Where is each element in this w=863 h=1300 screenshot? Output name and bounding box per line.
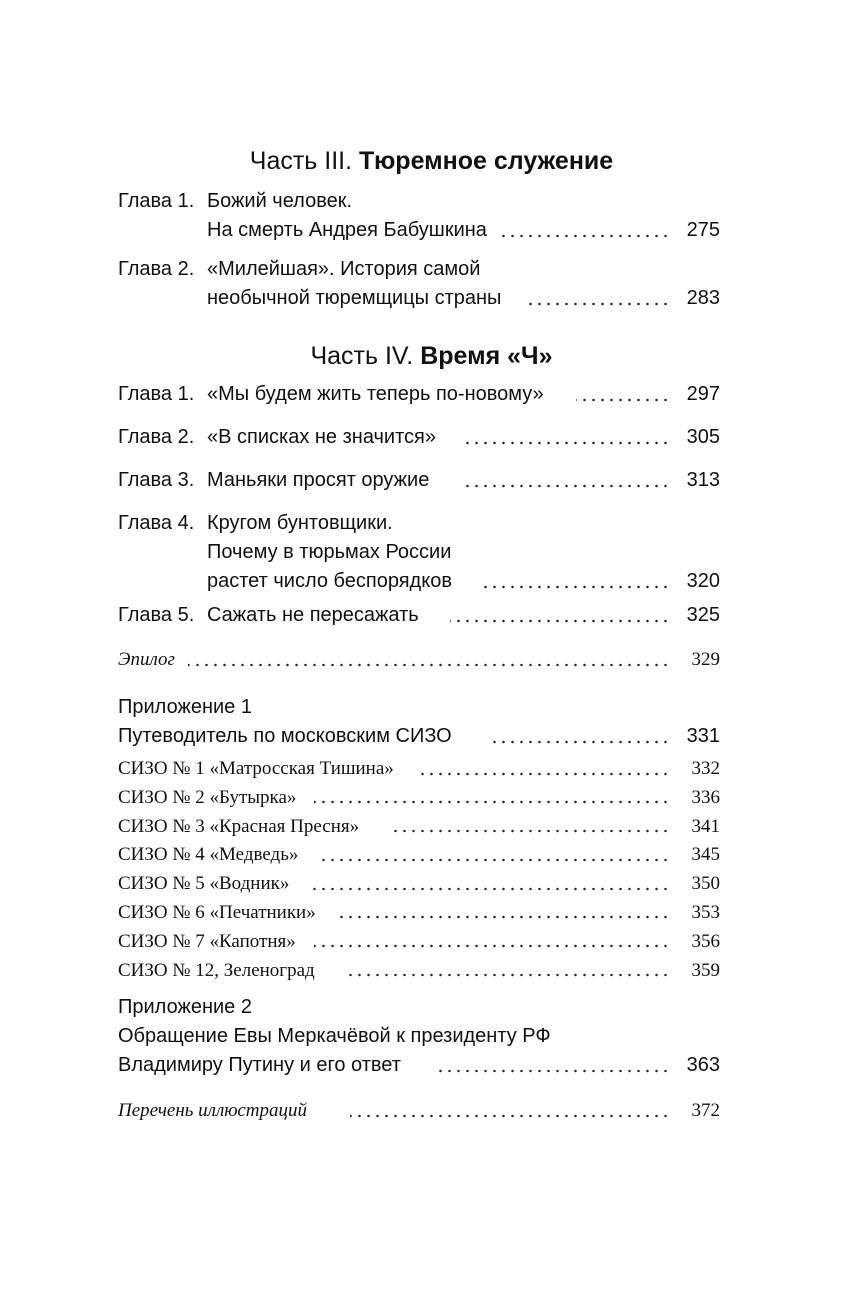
dot-leader xyxy=(314,783,670,812)
chapter-label: Глава 5. xyxy=(118,604,195,626)
dot-leader xyxy=(480,567,670,596)
dot-leader xyxy=(464,466,670,495)
part-3-prefix: Часть III. xyxy=(249,147,353,175)
chapter-title-line: растет число беспорядков xyxy=(207,570,452,592)
page-number: 372 xyxy=(691,1100,720,1121)
list-item[interactable] xyxy=(118,840,720,869)
page-number: 320 xyxy=(686,570,720,592)
dot-leader xyxy=(320,840,670,869)
chapter-title-line: необычной тюремщицы страны xyxy=(207,287,502,309)
appendix-title: Путеводитель по московским СИЗО xyxy=(118,725,452,747)
chapter-title-line: Сажать не пересажать xyxy=(207,604,419,626)
chapter-title-line: Маньяки просят оружие xyxy=(207,469,430,491)
chapter-label: Глава 1. xyxy=(118,383,195,405)
dot-leader xyxy=(490,722,670,751)
toc-entry-part4-ch4[interactable] xyxy=(118,509,720,596)
sizo-title: СИЗО № 1 «Матросская Тишина» xyxy=(118,758,394,779)
dot-leader xyxy=(314,927,670,956)
chapter-label: Глава 2. xyxy=(118,426,195,448)
dot-leader xyxy=(450,601,670,630)
sizo-title: СИЗО № 2 «Бутырка» xyxy=(118,786,297,808)
dot-leader xyxy=(388,812,670,841)
part-4-heading xyxy=(0,341,863,371)
sizo-title: СИЗО № 3 «Красная Пресня» xyxy=(118,815,360,837)
page-number: 325 xyxy=(686,604,720,626)
dot-leader xyxy=(434,1051,670,1080)
chapter-title-line: Божий человек. xyxy=(207,190,353,212)
page-number: 283 xyxy=(686,287,720,309)
appendix-heading: Приложение 2 xyxy=(118,996,252,1018)
part-3-title: Тюремное служение xyxy=(359,147,614,175)
chapter-title-line: Почему в тюрьмах России xyxy=(207,541,452,563)
page-number: 305 xyxy=(686,426,720,448)
epilogue-title: Эпилог xyxy=(118,649,175,670)
page-number: 336 xyxy=(691,786,720,808)
toc-entry-appendix-2[interactable] xyxy=(118,993,720,1080)
dot-leader xyxy=(528,284,670,313)
chapter-title-line: «Милейшая». История самой xyxy=(207,258,481,280)
list-item[interactable] xyxy=(118,754,720,783)
appendix-title-line: Владимиру Путину и его ответ xyxy=(118,1054,401,1076)
page-number: 331 xyxy=(686,725,720,747)
sizo-title: СИЗО № 7 «Капотня» xyxy=(118,930,296,952)
chapter-label: Глава 4. xyxy=(118,512,195,534)
dot-leader xyxy=(464,423,670,452)
sizo-list xyxy=(118,754,720,984)
page-number: 313 xyxy=(686,469,720,491)
list-item[interactable] xyxy=(118,783,720,812)
toc-entry-part3-ch2[interactable] xyxy=(118,255,720,313)
list-item[interactable] xyxy=(118,956,720,985)
toc-entry-epilogue[interactable] xyxy=(118,645,720,674)
toc-entry-illustrations[interactable] xyxy=(118,1096,720,1125)
appendix-heading: Приложение 1 xyxy=(118,696,252,718)
page-number: 350 xyxy=(691,873,720,895)
toc-entry-appendix-1[interactable] xyxy=(118,693,720,751)
chapter-title-line: На смерть Андрея Бабушкина xyxy=(207,216,493,245)
appendix-title-line: Обращение Евы Меркачёвой к президенту РФ xyxy=(118,1025,551,1047)
chapter-title-line: Кругом бунтовщики. xyxy=(207,512,393,534)
page-number: 345 xyxy=(691,844,720,866)
list-item[interactable] xyxy=(118,927,720,956)
page-number: 332 xyxy=(691,758,720,779)
dot-leader xyxy=(188,645,670,674)
sizo-title: СИЗО № 5 «Водник» xyxy=(118,873,290,895)
chapter-title-line: «Мы будем жить теперь по-новому» xyxy=(207,383,544,405)
list-item[interactable] xyxy=(118,812,720,841)
part-4-title: Время «Ч» xyxy=(420,342,553,370)
toc-entry-part4-ch3[interactable] xyxy=(118,466,720,495)
part-3-heading xyxy=(0,146,863,176)
list-item[interactable] xyxy=(118,898,720,927)
page-number: 359 xyxy=(691,959,720,981)
page-number: 356 xyxy=(691,930,720,952)
sizo-title: СИЗО № 12, Зеленоград xyxy=(118,959,315,981)
page-number: 329 xyxy=(691,649,720,670)
part-4-prefix: Часть IV. xyxy=(310,342,414,370)
toc-entry-part4-ch1[interactable] xyxy=(118,380,720,409)
dot-leader xyxy=(338,898,670,927)
sizo-title: СИЗО № 6 «Печатники» xyxy=(118,901,316,923)
dot-leader xyxy=(498,216,670,245)
page-number: 353 xyxy=(691,901,720,923)
list-item[interactable] xyxy=(118,869,720,898)
chapter-label: Глава 3. xyxy=(118,469,195,491)
toc-entry-part4-ch5[interactable] xyxy=(118,601,720,630)
page-number: 275 xyxy=(686,219,720,241)
illustrations-title: Перечень иллюстраций xyxy=(118,1100,308,1121)
chapter-title-line: «В списках не значится» xyxy=(207,426,436,448)
toc-entry-part4-ch2[interactable] xyxy=(118,423,720,452)
page-number: 363 xyxy=(686,1054,720,1076)
dot-leader xyxy=(348,956,670,985)
dot-leader xyxy=(310,869,670,898)
page-number: 297 xyxy=(686,383,720,405)
toc-entry-part3-ch1[interactable] xyxy=(118,187,720,245)
sizo-title: СИЗО № 4 «Медведь» xyxy=(118,844,299,866)
chapter-label: Глава 2. xyxy=(118,258,195,280)
page-number: 341 xyxy=(691,815,720,837)
dot-leader xyxy=(576,380,670,409)
dot-leader xyxy=(420,754,670,783)
chapter-label: Глава 1. xyxy=(118,190,195,212)
dot-leader xyxy=(350,1096,670,1125)
